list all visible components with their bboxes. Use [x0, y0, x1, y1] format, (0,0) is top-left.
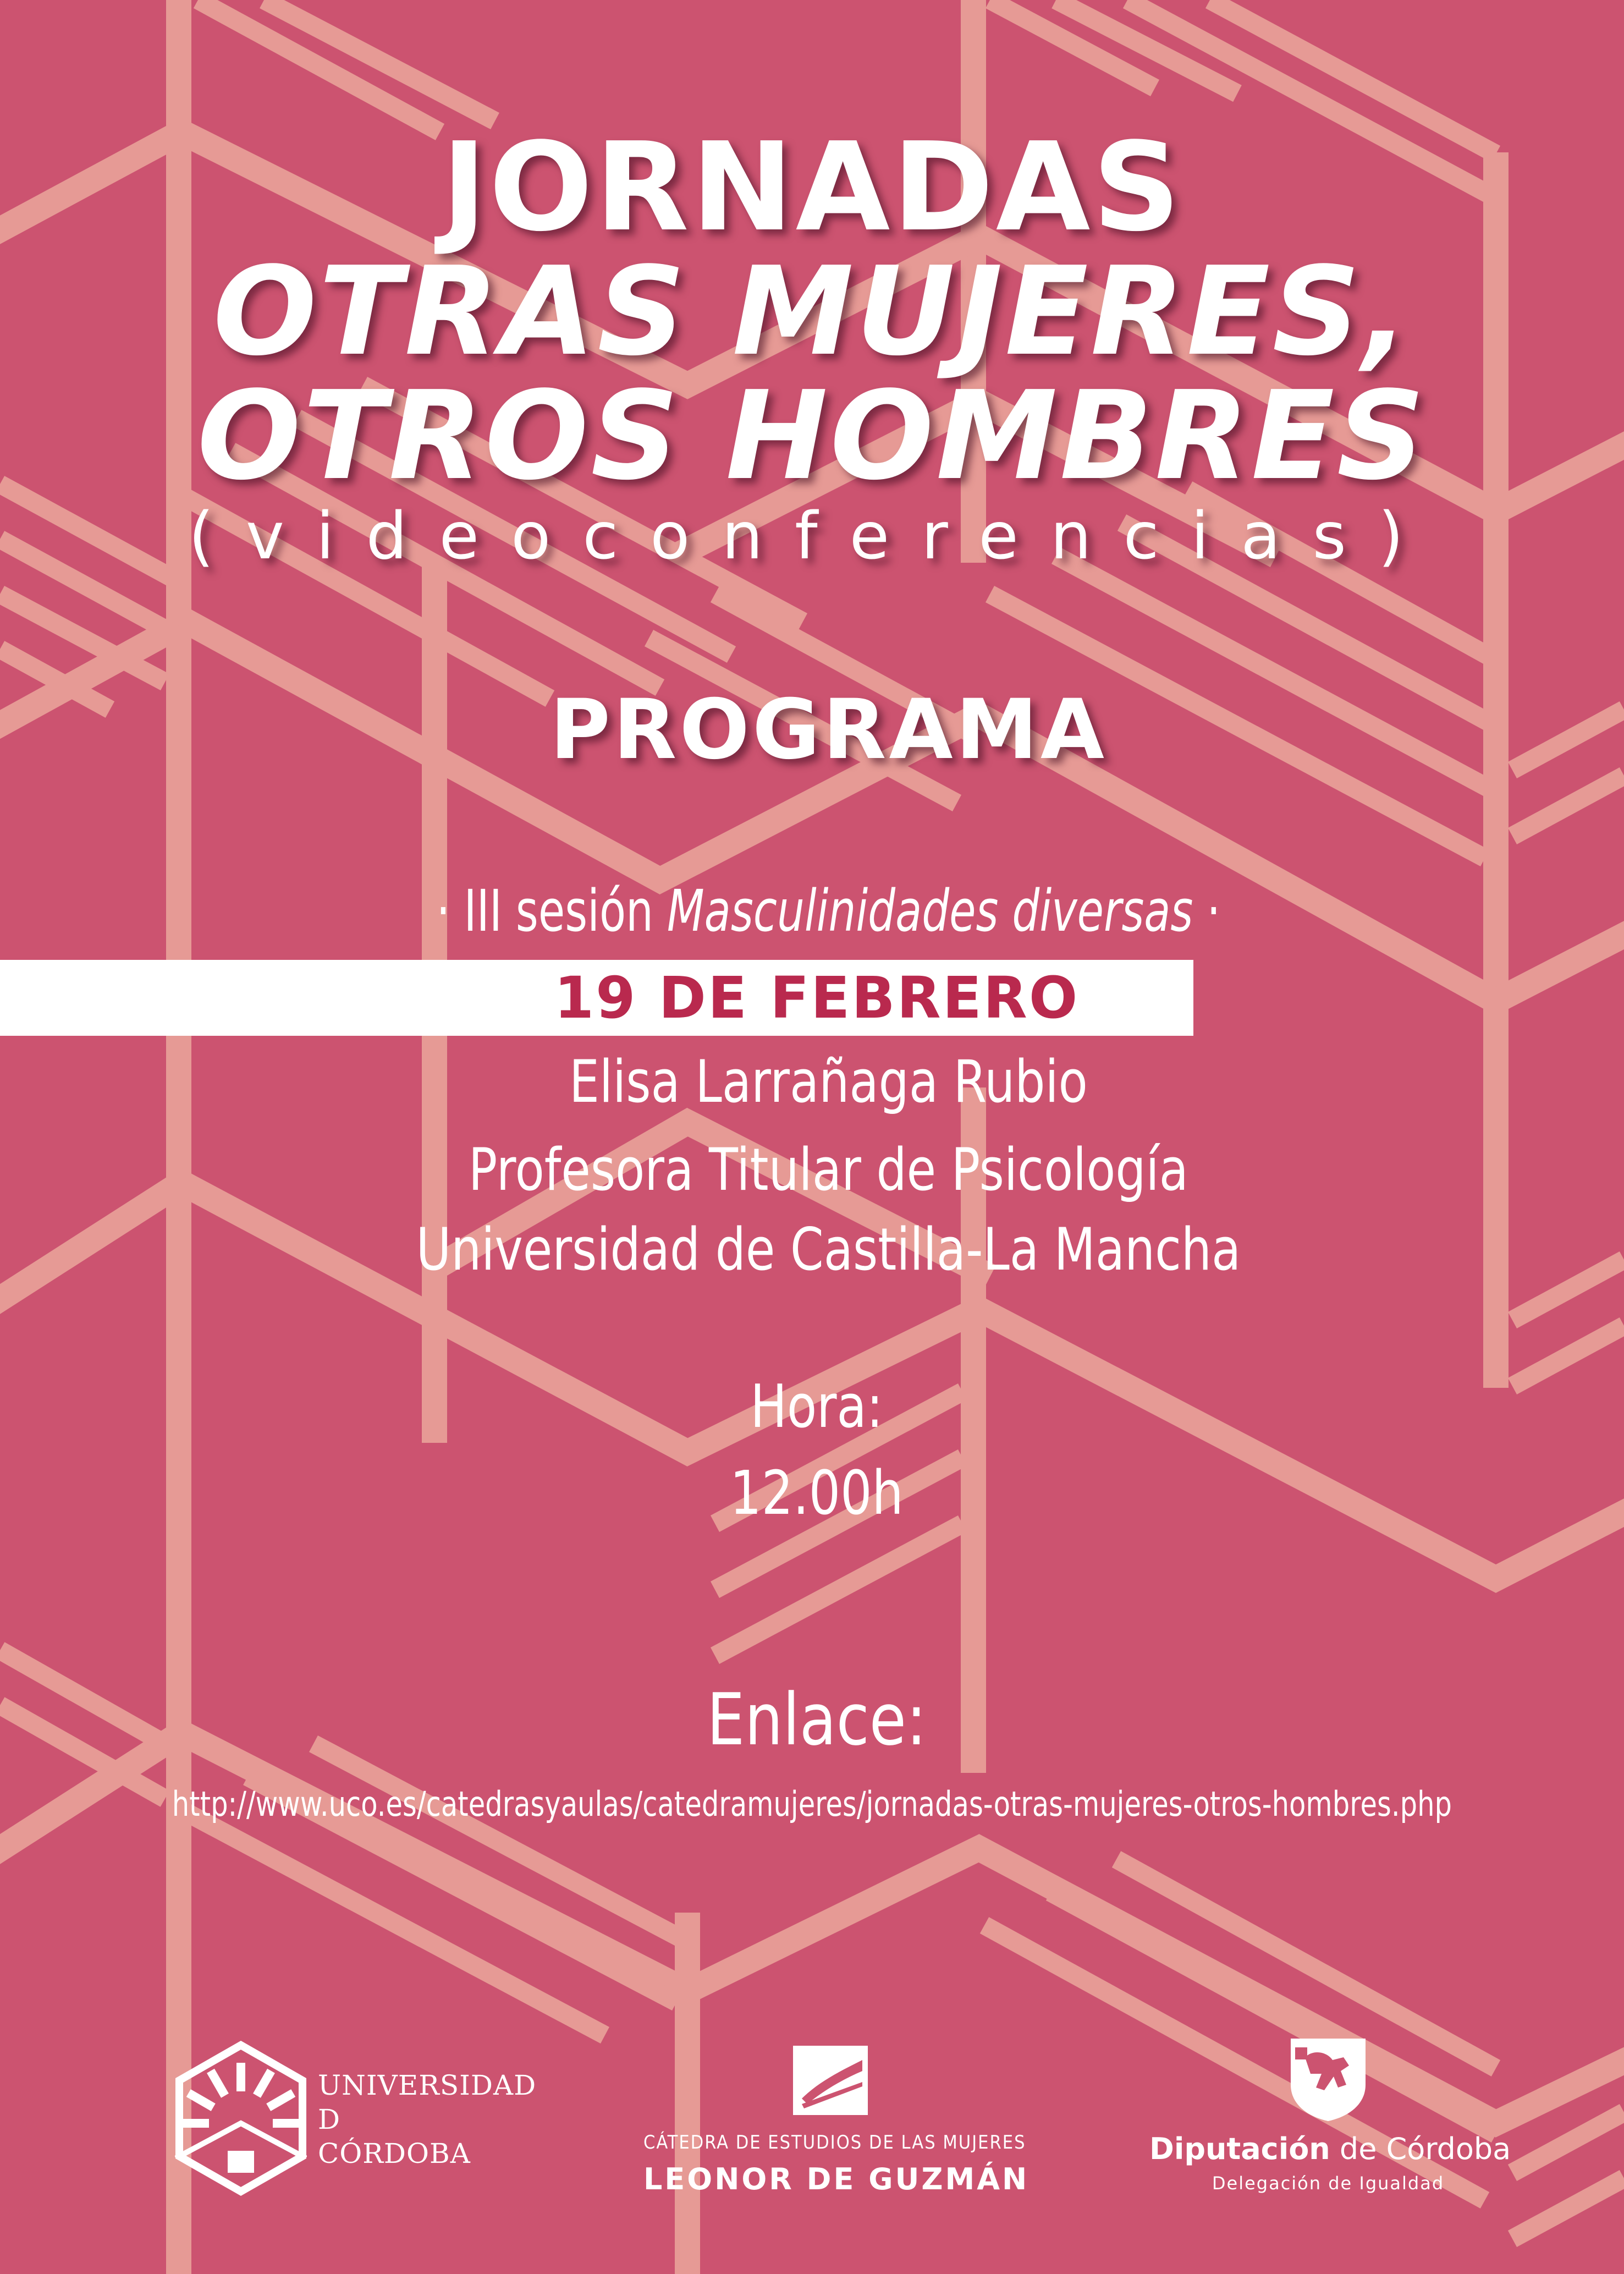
university-name-line-3: CÓRDOBA: [318, 2138, 471, 2169]
diputacion-name: [1149, 2132, 1511, 2166]
speaker-role: Profesora Titular de Psicología: [468, 1136, 1188, 1204]
university-cordoba-logo-icon: [175, 2041, 307, 2200]
catedra-name-line-2: LEONOR DE GUZMÁN: [643, 2162, 1030, 2196]
conference-link[interactable]: http://www.uco.es/catedrasyaulas/catedramujeres/jornadas-otras-mujeres-otros-hombres.php: [172, 1784, 1452, 1824]
diputacion-cordoba-logo-icon: [1283, 2035, 1373, 2123]
subtitle: (videoconferencias): [188, 498, 1436, 574]
catedra-leonor-de-guzman-logo-icon: [791, 2044, 870, 2117]
university-name-line-1: UNIVERSIDAD: [318, 2069, 537, 2101]
diputacion-department: Delegación de Igualdad: [1212, 2173, 1445, 2194]
time-label: Hora:: [750, 1372, 883, 1441]
university-name-line-2: D: [318, 2103, 341, 2135]
speaker-university: Universidad de Castilla-La Mancha: [416, 1216, 1241, 1283]
speaker-name: Elisa Larrañaga Rubio: [569, 1048, 1088, 1116]
session-line: [133, 877, 1524, 944]
title-line-3: OTROS HOMBRES: [197, 365, 1427, 507]
link-label: Enlace:: [707, 1678, 927, 1761]
session-suffix: ·: [1193, 877, 1221, 944]
time-value: 12.00h: [730, 1458, 904, 1528]
session-title: Masculinidades diversas: [667, 877, 1193, 944]
diputacion-name-bold: Diputación: [1149, 2132, 1330, 2166]
university-logo: [175, 2041, 537, 2206]
title-line-2: OTRAS MUJERES,: [213, 241, 1411, 383]
session-date: 19 DE FEBRERO: [554, 964, 1080, 1031]
diputacion-logo: [1149, 2035, 1511, 2211]
catedra-logo: [643, 2044, 1030, 2209]
session-prefix: · III sesión: [436, 877, 667, 944]
title-line-1: JORNADAS: [441, 117, 1183, 259]
diputacion-name-rest: de Córdoba: [1330, 2132, 1511, 2166]
catedra-name-line-1: CÁTEDRA DE ESTUDIOS DE LAS MUJERES: [643, 2132, 1026, 2154]
program-heading: PROGRAMA: [549, 682, 1108, 778]
